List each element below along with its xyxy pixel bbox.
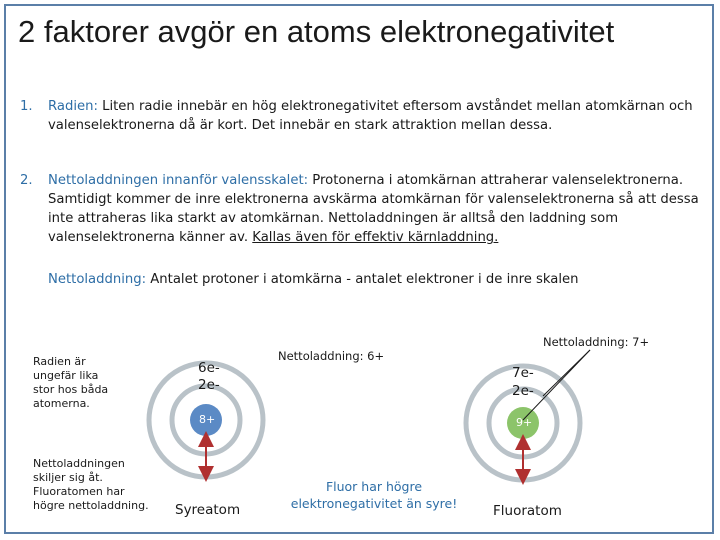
fluorine-nucleus-label: 9+ [516,416,533,429]
factor-heading: Nettoladdningen innanför valensskalet: [48,173,309,188]
oxygen-outer-shell-label: 6e- [198,360,220,376]
factor-number: 2. [20,173,33,188]
oxygen-nucleus-label: 8+ [199,413,216,426]
definition-text: Antalet protoner i atomkärna - antalet elektroner i de inre skalen [150,272,579,287]
fluorine-outer-shell-label: 7e- [512,365,534,381]
oxygen-net-label: Nettoladdning: 6+ [278,349,385,363]
definition-heading: Nettoladdning: [48,272,147,287]
factor-text: Liten radie innebär en hög elektronegativitet eftersom avståndet mellan atomkärnan och valenselektronerna då är kort. Det innebär en stark attraktion mellan dessa. [48,99,693,133]
fluorine-net-label: Nettoladdning: 7+ [543,335,650,349]
radius-note: Radien är ungefär lika stor hos båda atomerna. [33,355,109,410]
charge-note: Nettoladdningen skiljer sig åt. Fluoratomen har högre nettoladdning. [33,457,149,512]
oxygen-name: Syreatom [175,502,241,518]
factor-number: 1. [20,99,33,114]
slide-title: 2 faktorer avgör en atoms elektronegativitet [18,14,615,49]
conclusion-note: Fluor har högre elektronegativitet än syre! [290,479,458,511]
fluorine-name: Fluoratom [493,503,562,519]
oxygen-inner-shell-label: 2e- [198,377,220,393]
factor-heading: Radien: [48,99,98,114]
factor-underlined-text: Kallas även för effektiv kärnladdning. [252,230,499,245]
factor-text: Protonerna i atomkärnan attraherar valenselektronerna. Samtidigt kommer de inre elektronerna avskärma atomkärnan för valenselektronerna så att dessa inte attraheras lika starkt av atomkärnan. Nettoladdningen är alltså den laddning som valenselektronerna känner av. [48,173,699,245]
fluorine-inner-shell-label: 2e- [512,383,534,399]
